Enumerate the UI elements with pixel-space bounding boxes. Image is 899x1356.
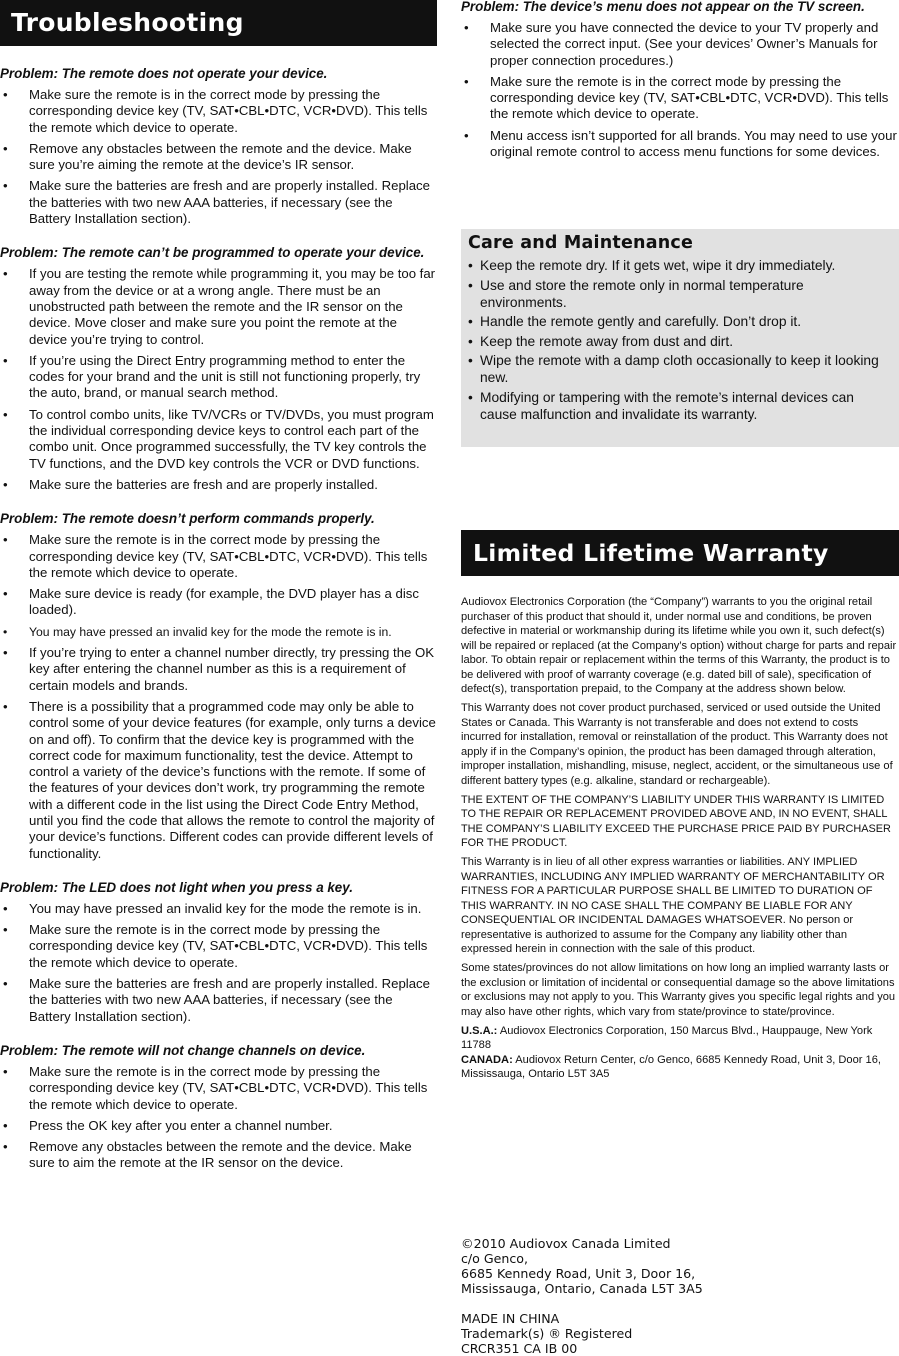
footer (461, 1236, 899, 1356)
list-item: • Make sure the remote is in the correct mode by pressing the corresponding device key (TV, SAT•CBL•DTC, VCR•DVD). This tells the remote which device to operate. (0, 532, 437, 581)
footer-line: Mississauga, Ontario, Canada L5T 3A5 (461, 1281, 703, 1296)
list-item: • If you’re trying to enter a channel number directly, try pressing the OK key after entering the channel number as this is a requirement of certain models and brands. (0, 645, 437, 694)
list-item: • If you are testing the remote while programming it, you may be too far away from the device or at a wrong angle. There must be an unobstructed path between the remote and the IR sensor on the device. Move closer and make sure you point the remote at the device you’re trying to control. (0, 266, 437, 347)
left-column (0, 0, 437, 1172)
problem-title: Problem: The device’s menu does not appear on the TV screen. (461, 0, 865, 14)
problem-section (0, 1042, 437, 1172)
list-item: • Modifying or tampering with the remote’s internal devices can cause malfunction and invalidate its warranty. (468, 389, 893, 423)
usa-address-text: Audiovox Electronics Corporation, 150 Marcus Blvd., Hauppauge, New York 11788 (461, 1024, 873, 1051)
right-column (461, 0, 899, 160)
list-item: • Use and store the remote only in normal temperature environments. (468, 277, 893, 311)
problem-section (0, 879, 437, 1025)
list-item: • Handle the remote gently and carefully. Don’t drop it. (468, 313, 893, 330)
list-item: • Keep the remote away from dust and dirt. (468, 333, 893, 350)
care-heading: Care and Maintenance (468, 233, 694, 253)
list-item: • Menu access isn’t supported for all brands. You may need to use your original remote control to access menu functions for some devices. (461, 128, 899, 161)
warranty-paragraph: Some states/provinces do not allow limitations on how long an implied warranty lasts or the exclusion or limitation of incidental or consequential damage so the above limitations or exclusions may not apply to you. This Warranty gives you specific legal rights and you may also have other rights, which vary from state/province to state/province. (461, 962, 896, 1018)
warranty-paragraph: This Warranty is in lieu of all other express warranties or liabilities. ANY IMPLIED WARRANTIES, INCLUDING ANY IMPLIED WARRANTY OF MERCHANTABILITY OR FITNESS FOR A PARTICULAR PURPOSE SHALL BE LIMITED TO DURATION OF THIS WARRANTY. IN NO CASE SHALL THE COMPANY BE LIABLE FOR ANY CONSEQUENTIAL OR INCIDENTAL DAMAGES WHATSOEVER. No person or representative is authorized to assume for the Company any liability other than expressed herein in connection with the sale of this product. (461, 856, 885, 955)
list-item: • Keep the remote dry. If it gets wet, wipe it dry immediately. (468, 257, 893, 274)
problem-title: Problem: The LED does not light when you press a key. (0, 879, 353, 895)
problem-title: Problem: The remote can’t be programmed to operate your device. (0, 245, 425, 261)
footer-line: 6685 Kennedy Road, Unit 3, Door 16, (461, 1266, 696, 1281)
list-item: • Make sure the batteries are fresh and are properly installed. (0, 477, 437, 493)
warranty-section (461, 530, 899, 1086)
list-item: • If you’re using the Direct Entry programming method to enter the codes for your brand and the unit is still not functioning properly, try the auto, brand, or manual search method. (0, 353, 437, 402)
canada-address (461, 1053, 899, 1082)
list-item: • Wipe the remote with a damp cloth occasionally to keep it looking new. (468, 352, 893, 386)
list-item: • Make sure the remote is in the correct mode by pressing the corresponding device key (TV, SAT•CBL•DTC, VCR•DVD). This tells the remote which device to operate. (0, 922, 437, 971)
list-item: • Remove any obstacles between the remote and the device. Make sure to aim the remote at the IR sensor on the device. (0, 1139, 437, 1172)
list-item: • Make sure device is ready (for example, the DVD player has a disc loaded). (0, 586, 437, 619)
list-item: • Make sure the remote is in the correct mode by pressing the corresponding device key (TV, SAT•CBL•DTC, VCR•DVD). This tells the remote which device to operate. (0, 87, 437, 136)
list-item: • Make sure you have connected the device to your TV properly and selected the correct input. (See your devices’ Owner’s Manuals for proper connection procedures.) (461, 20, 899, 69)
problem-section (0, 65, 437, 227)
problem-title: Problem: The remote will not change channels on device. (0, 1042, 366, 1058)
problem-title: Problem: The remote doesn’t perform commands properly. (0, 511, 375, 527)
list-item: • Make sure the remote is in the correct mode by pressing the corresponding device key (TV, SAT•CBL•DTC, VCR•DVD). This tells the remote which device to operate. (0, 1064, 437, 1113)
warranty-body (461, 595, 899, 1082)
footer-line: CRCR351 CA IB 00 (461, 1341, 578, 1356)
usa-address (461, 1024, 899, 1053)
list-item: • Press the OK key after you enter a channel number. (0, 1118, 437, 1134)
footer-line: MADE IN CHINA (461, 1311, 560, 1326)
warranty-paragraph: Audiovox Electronics Corporation (the “Company”) warrants to you the original retail purchaser of this product that should it, under normal use and conditions, be proven defective in material or workmanship during its lifetime while you own it, such defect(s) will be repaired or replaced (at the Company’s option) without charge for parts and repair labor. To obtain repair or replacement within the terms of this Warranty, the product is to be delivered with proof of warranty coverage (e.g. dated bill of sale), specification of defect(s), transportation prepaid, to the Company at the address shown below. (461, 596, 897, 695)
problem-section (0, 510, 437, 862)
list-item: • You may have pressed an invalid key for the mode the remote is in. (0, 624, 437, 640)
problem-title: Problem: The remote does not operate your device. (0, 66, 328, 81)
footer-line: ©2010 Audiovox Canada Limited (461, 1236, 671, 1251)
list-item: • To control combo units, like TV/VCRs or TV/DVDs, you must program the individual corresponding device keys to control each part of the combo unit. Once programmed successfully, the TV key controls the TV functions, and the DVD key controls the VCR or DVD functions. (0, 407, 437, 472)
problem-section (0, 244, 437, 493)
list-item: • Remove any obstacles between the remote and the device. Make sure you’re aiming the remote at the device’s IR sensor. (0, 141, 437, 174)
footer-line: Trademark(s) ® Registered (461, 1326, 633, 1341)
list-item: • Make sure the batteries are fresh and are properly installed. Replace the batteries with two new AAA batteries, if necessary (see the Battery Installation section). (0, 178, 437, 227)
canada-address-text: Audiovox Return Center, c/o Genco, 6685 Kennedy Road, Unit 3, Door 16, Mississauga, Ontario L5T 3A5 (461, 1053, 881, 1080)
list-item: • There is a possibility that a programmed code may only be able to control some of your device features (for example, only turns a device on and off). To confirm that the device key is programmed with the correct code for maximum functionality, test the device. Attempt to control a variety of the device’s functions with the remote. If some of the features of your devices don’t work, try programming the remote with a different code in the list using the Direct Code Entry Method, until you find the code that allows the remote to control the majority of your device’s functions. Different codes can provide different levels of functionality. (0, 699, 437, 862)
problem-section (461, 0, 899, 160)
warranty-paragraph: This Warranty does not cover product purchased, serviced or used outside the United States or Canada. This Warranty is not transferable and does not extend to costs incurred for installation, removal or reinstallation of the product. This Warranty does not apply if in the Company’s opinion, the product has been damaged through alteration, improper installation, mishandling, misuse, neglect, accident, or the simultaneous use of different battery types (e.g. alkaline, standard or rechargeable). (461, 702, 893, 787)
warranty-heading: Limited Lifetime Warranty (461, 530, 899, 576)
warranty-paragraph: THE EXTENT OF THE COMPANY’S LIABILITY UNDER THIS WARRANTY IS LIMITED TO THE REPAIR OR REPLACEMENT PROVIDED ABOVE AND, IN NO EVENT, SHALL THE COMPANY’S LIABILITY EXCEED THE PURCHASE PRICE PAID BY PURCHASER FOR THE PRODUCT. (461, 793, 891, 849)
usa-label: U.S.A.: (461, 1024, 498, 1037)
footer-line: c/o Genco, (461, 1251, 528, 1266)
list-item: • You may have pressed an invalid key for the mode the remote is in. (0, 901, 437, 917)
list-item: • Make sure the batteries are fresh and are properly installed. Replace the batteries with two new AAA batteries, if necessary (see the Battery Installation section). (0, 976, 437, 1025)
troubleshooting-heading: Troubleshooting (0, 0, 437, 46)
care-box (461, 229, 899, 447)
list-item: • Make sure the remote is in the correct mode by pressing the corresponding device key (TV, SAT•CBL•DTC, VCR•DVD). This tells the remote which device to operate. (461, 74, 899, 123)
canada-label: CANADA: (461, 1053, 513, 1066)
